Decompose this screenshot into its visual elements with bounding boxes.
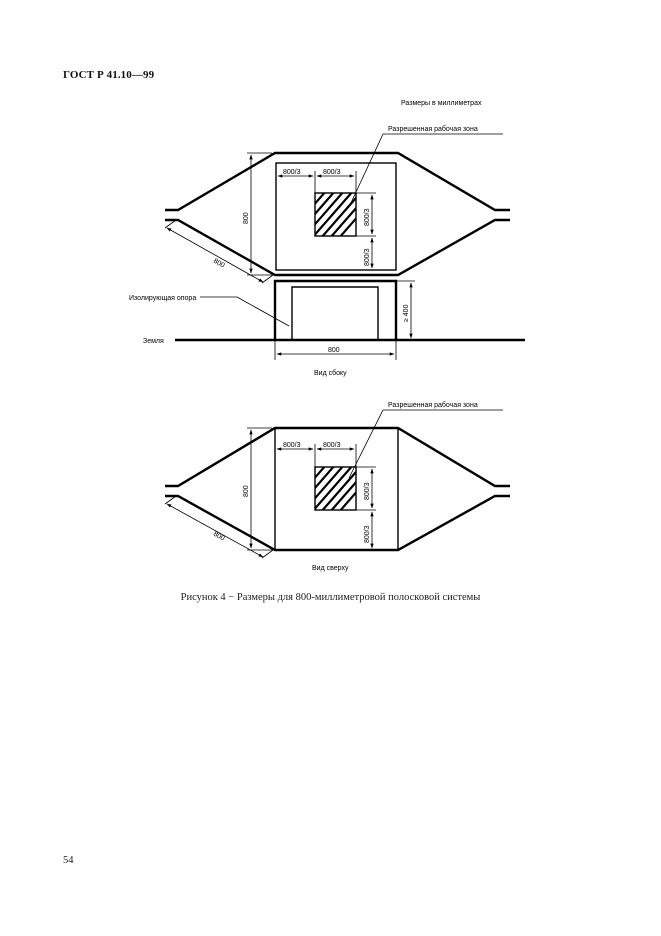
side-zone-bottom-label: 800/3 xyxy=(364,248,371,266)
side-zone-label: Разрешенная рабочая зона xyxy=(388,126,478,133)
insulating-support-inner xyxy=(292,287,378,340)
top-view-title: Вид сверху xyxy=(312,565,349,572)
figure-caption: Рисунок 4 − Размеры для 800-миллиметровой полосковой системы xyxy=(180,592,481,603)
top-zone-bottom-label: 800/3 xyxy=(364,525,371,543)
side-zone-height-label: 800/3 xyxy=(364,208,371,226)
top-view-diagram xyxy=(165,401,510,572)
page-number: 54 xyxy=(63,855,74,866)
side-view-title: Вид сбоку xyxy=(314,370,347,377)
support-height-label: ≥ 400 xyxy=(403,304,410,322)
side-diagonal-label: 800 xyxy=(212,257,226,270)
top-upper-plate xyxy=(165,428,510,486)
side-diag-ext-b xyxy=(262,275,273,283)
document-header: ГОСТ Р 41.10—99 xyxy=(63,69,155,81)
side-offset-label: 800/3 xyxy=(283,169,301,176)
side-zone-leader xyxy=(350,134,383,205)
support-leader-b xyxy=(237,297,289,326)
side-test-volume-frame xyxy=(276,163,396,270)
top-zone-leader xyxy=(349,410,383,478)
top-zone-label: Разрешенная рабочая зона xyxy=(388,402,478,409)
units-note: Размеры в миллиметрах xyxy=(401,100,482,107)
side-view-diagram xyxy=(129,125,525,377)
top-diagonal-label: 800 xyxy=(212,530,226,543)
side-height-label: 800 xyxy=(243,212,250,224)
top-height-label: 800 xyxy=(243,485,250,497)
side-upper-plate xyxy=(165,153,510,210)
top-zone-height-label: 800/3 xyxy=(364,482,371,500)
top-diag-ext-b xyxy=(262,550,273,558)
side-diagonal-dimension xyxy=(167,228,263,282)
support-label: Изолирующая опора xyxy=(129,295,197,302)
top-zone-width-label: 800/3 xyxy=(323,442,341,449)
support-width-label: 800 xyxy=(328,347,340,354)
ground-label: Земля xyxy=(143,338,164,345)
side-zone-width-label: 800/3 xyxy=(323,169,341,176)
top-offset-label: 800/3 xyxy=(283,442,301,449)
